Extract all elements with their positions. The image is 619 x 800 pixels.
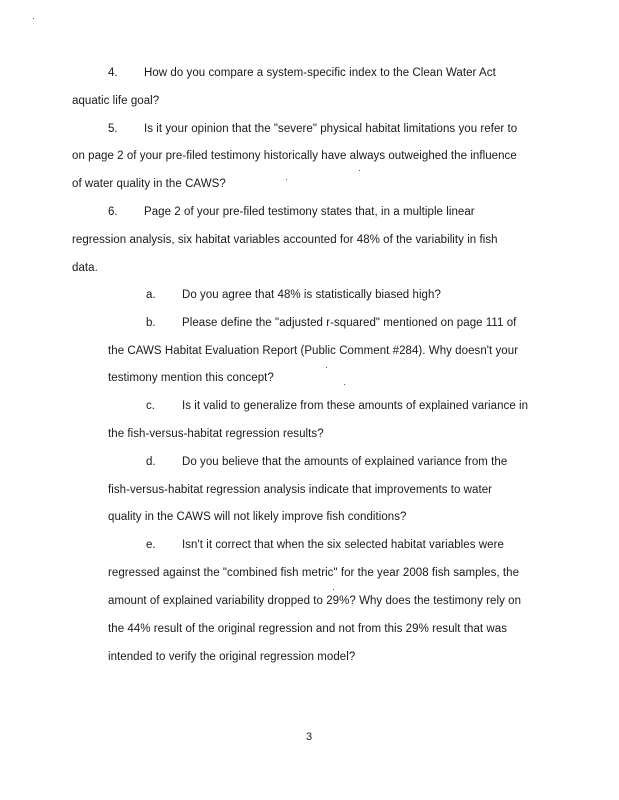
- question-4-number: 4.: [108, 67, 118, 79]
- subquestion-a-letter: a.: [146, 289, 156, 301]
- subquestion-d-letter: d.: [146, 456, 156, 468]
- scan-speck: [344, 384, 345, 385]
- question-5-line-2: on page 2 of your pre-filed testimony historically have always outweighed the influence: [72, 150, 517, 162]
- subquestion-e-line-5: intended to verify the original regression model?: [108, 651, 356, 663]
- page-number: 3: [306, 731, 313, 743]
- subquestion-e-line-3: amount of explained variability dropped to 29%? Why does the testimony rely on: [108, 595, 522, 607]
- subquestion-b-letter: b.: [146, 317, 156, 329]
- question-6-line-2: regression analysis, six habitat variables accounted for 48% of the variability in fish: [72, 234, 498, 246]
- subquestion-c-line-2: the fish-versus-habitat regression results?: [108, 428, 324, 440]
- question-4-line-1: How do you compare a system-specific index to the Clean Water Act: [144, 67, 496, 79]
- subquestion-b-line-1: Please define the "adjusted r-squared" mentioned on page 111 of: [182, 317, 517, 329]
- subquestion-e-line-1: Isn't it correct that when the six selected habitat variables were: [182, 539, 504, 551]
- question-6-line-3: data.: [72, 262, 98, 274]
- subquestion-a-line-1: Do you agree that 48% is statistically biased high?: [182, 289, 441, 301]
- subquestion-d-line-3: quality in the CAWS will not likely improve fish conditions?: [108, 511, 407, 523]
- subquestion-c-line-1: Is it valid to generalize from these amounts of explained variance in: [182, 400, 529, 412]
- subquestion-e-line-2: regressed against the "combined fish metric" for the year 2008 fish samples, the: [108, 567, 520, 579]
- question-6-line-1: Page 2 of your pre-filed testimony states that, in a multiple linear: [144, 206, 475, 218]
- question-6-number: 6.: [108, 206, 118, 218]
- question-5-number: 5.: [108, 123, 118, 135]
- subquestion-b-line-2: the CAWS Habitat Evaluation Report (Public Comment #284). Why doesn't your: [108, 345, 519, 357]
- question-5-line-1: Is it your opinion that the "severe" physical habitat limitations you refer to: [144, 123, 518, 135]
- scan-speck: [33, 18, 34, 19]
- question-5-line-3: of water quality in the CAWS?: [72, 178, 226, 190]
- subquestion-d-line-2: fish-versus-habitat regression analysis indicate that improvements to water: [108, 484, 493, 496]
- subquestion-e-letter: e.: [146, 539, 156, 551]
- scan-speck: [333, 589, 334, 590]
- scan-speck: [326, 367, 327, 368]
- scan-speck: [359, 170, 360, 171]
- subquestion-e-line-4: the 44% result of the original regression and not from this 29% result that was: [108, 623, 507, 635]
- question-4-line-2: aquatic life goal?: [72, 95, 160, 107]
- subquestion-d-line-1: Do you believe that the amounts of explained variance from the: [182, 456, 508, 468]
- subquestion-c-letter: c.: [146, 400, 155, 412]
- subquestion-b-line-3: testimony mention this concept?: [108, 372, 274, 384]
- scan-speck: [286, 179, 287, 180]
